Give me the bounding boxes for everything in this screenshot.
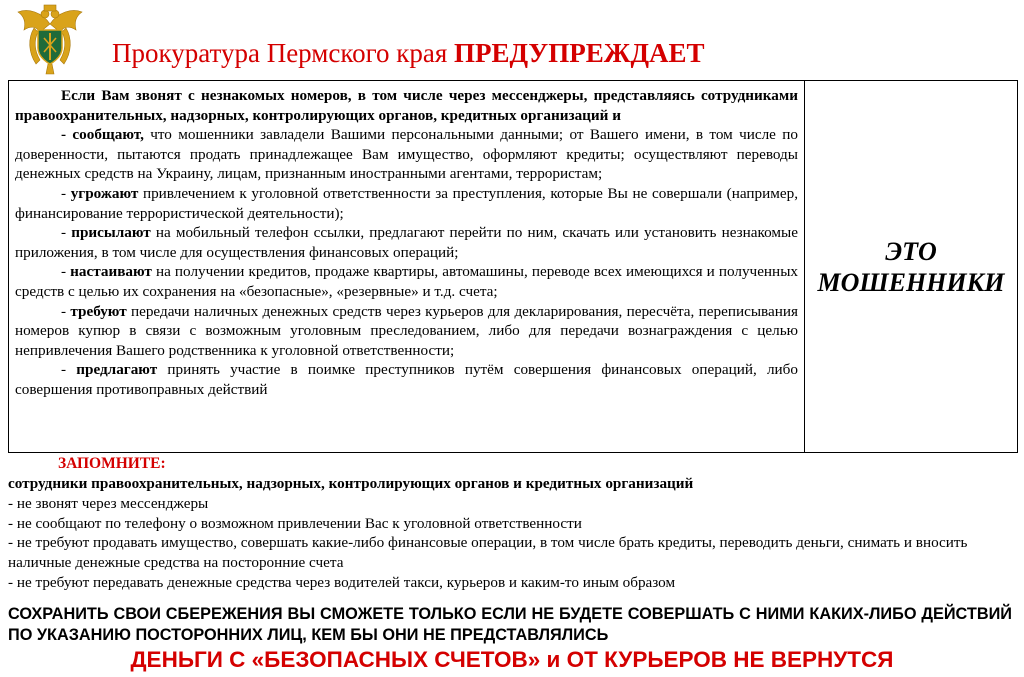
title-bold: ПРЕДУПРЕЖДАЕТ [454,38,705,68]
page-title [112,38,705,68]
remember-list [8,474,1018,593]
prosecutor-emblem-icon [14,2,86,76]
remember-label: ЗАПОМНИТЕ: [58,455,166,472]
warning-table [8,80,1018,453]
warning-item: - предлагают принять участие в поимке преступников путём совершения финансовых операций, либо совершения противоправных действий [15,361,798,398]
verdict-line-2: МОШЕННИКИ [817,267,1005,297]
remember-point: - не требуют продавать имущество, совершать какие-либо финансовые операции, в том числе брать кредиты, переводить деньги, снимать и вносить наличные денежные средства на посторонние счета [8,534,968,572]
verdict-line-1: ЭТО [885,236,937,266]
remember-point: - не требуют передавать денежные средства через водителей такси, курьеров и каким-то иным образом [8,573,676,591]
warning-item: - настаивают на получении кредитов, продаже квартиры, автомашины, переводе всех имеющихся и полученных средств с целью их сохранения на «безопасные», «резервные» и т.д. счета; [15,263,798,300]
warning-item: - сообщают, что мошенники завладели Вашими персональными данными; от Вашего имени, в том числе по доверенности, пытаются продать принадлежащее Вам имущество, оформляют кредиты; осуществляют переводы денежных средств на Украину, лицам, признанным иностранными агентами, террористам; [15,126,798,183]
remember-point: - не сообщают по телефону о возможном привлечении Вас к уголовной ответственности [8,514,582,532]
verdict-cell [805,81,1018,453]
final-warning: ДЕНЬГИ С «БЕЗОПАСНЫХ СЧЕТОВ» и ОТ КУРЬЕРОВ НЕ ВЕРНУТСЯ [130,647,894,672]
remember-heading: сотрудники правоохранительных, надзорных, контролирующих органов и кредитных организаций [8,475,694,492]
save-savings-notice: СОХРАНИТЬ СВОИ СБЕРЕЖЕНИЯ ВЫ СМОЖЕТЕ ТОЛЬКО ЕСЛИ НЕ БУДЕТЕ СОВЕРШАТЬ С НИМИ КАКИХ-ЛИБО ДЕЙСТВИЙ ПО УКАЗАНИЮ ПОСТОРОННИХ ЛИЦ, КЕМ БЫ ОНИ НЕ ПРЕДСТАВЛЯЛИСЬ [8,605,1012,644]
warning-list-cell [9,81,805,453]
remember-point: - не звонят через мессенджеры [8,494,209,512]
warning-item: - угрожают привлечением к уголовной ответственности за преступления, которые Вы не совершали (например, финансирование террористической деятельности); [15,184,798,222]
warning-item: - присылают на мобильный телефон ссылки, предлагают перейти по ним, скачать или установить незнакомые приложения, в том числе для осуществления финансовых операций; [15,224,798,261]
warning-item: - требуют передачи наличных денежных средств через курьеров для декларирования, пересчёта, переписывания номеров купюр в связи с возможным уголовным преследованием, либо для передачи вознаграждения с целью непривлечения Вашего родственника к уголовной ответственности; [15,302,798,359]
title-regular: Прокуратура Пермского края [112,38,448,68]
warning-intro: Если Вам звонят с незнакомых номеров, в том числе через мессенджеры, представляясь сотрудниками правоохранительных, надзорных, контролирующих органов, кредитных организаций и [15,87,798,124]
